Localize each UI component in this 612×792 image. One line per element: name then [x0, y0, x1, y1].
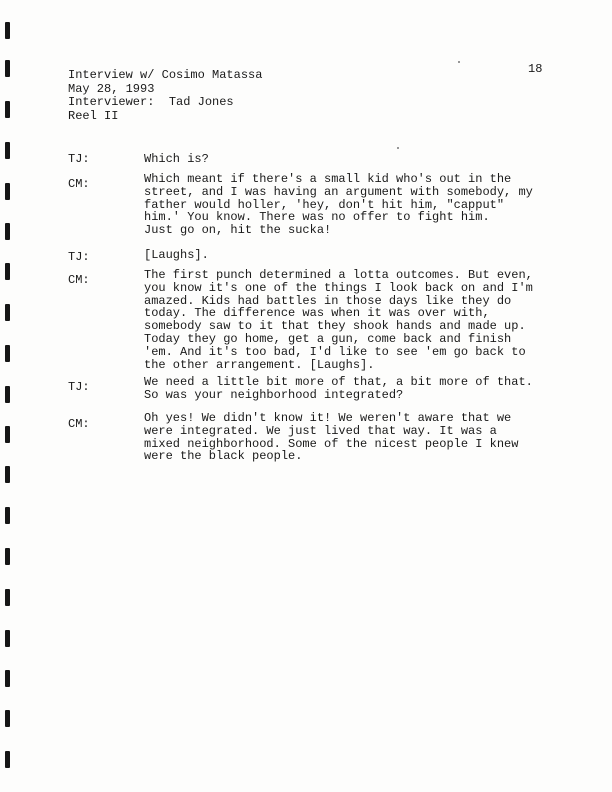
interview-title: Interview w/ Cosimo Matassa	[68, 68, 263, 82]
binding-mark	[5, 223, 10, 240]
binding-mark	[5, 710, 10, 727]
speech-text: Which meant if there's a small kid who's out in the street, and I was having an argument with somebody, my father would holler, 'hey, don't hit him, "capput" him.' You know. There was no offer to fight him. Just go on, hit the sucka!	[144, 172, 533, 238]
speech-text: The first punch determined a lotta outcomes. But even, you know it's one of the things I look back on and I'm amazed. Kids had battles in those days like they do today. The difference was when it was over with, somebody saw to it that they shook hands and made up. Today they go home, get a gun, come back and finish 'em. And it's too bad, I'd like to see 'em go back to the other arrangement. [Laughs].	[144, 268, 533, 372]
speaker-label: CM:	[68, 177, 90, 191]
binding-mark	[5, 60, 10, 77]
page-number: 18	[528, 62, 543, 76]
speaker-label: CM:	[68, 273, 90, 287]
binding-mark	[5, 426, 10, 443]
speech-text: We need a little bit more of that, a bit more of that. So was your neighborhood integrated?	[144, 375, 533, 402]
interviewer-line: Interviewer: Tad Jones	[68, 95, 234, 109]
binding-mark	[5, 630, 10, 647]
speaker-label: TJ:	[68, 380, 90, 394]
speech-text: [Laughs].	[144, 248, 209, 262]
speech-text: Oh yes! We didn't know it! We weren't aware that we were integrated. We just lived that way. It was a mixed neighborhood. Some of the nicest people I knew were the black people.	[144, 411, 519, 464]
binding-mark	[5, 670, 10, 687]
speaker-label: TJ:	[68, 250, 90, 264]
interview-date: May 28, 1993	[68, 81, 155, 96]
binding-mark	[5, 304, 10, 321]
binding-mark	[5, 22, 10, 39]
binding-mark	[5, 751, 10, 768]
speaker-label: CM:	[68, 417, 90, 431]
binding-mark	[5, 589, 10, 606]
scan-speck	[458, 61, 460, 63]
transcript-header	[68, 69, 262, 123]
speech-text: Which is?	[144, 152, 209, 166]
binding-mark	[5, 101, 10, 118]
reel-label: Reel II	[68, 108, 119, 123]
binding-mark	[5, 466, 10, 483]
binding-mark	[5, 345, 10, 362]
binding-mark	[5, 142, 10, 159]
speaker-label: TJ:	[68, 152, 90, 166]
binding-mark	[5, 263, 10, 280]
binding-mark	[5, 548, 10, 565]
binding-mark	[5, 386, 10, 403]
scan-speck	[397, 147, 399, 149]
binding-mark	[5, 183, 10, 200]
binding-mark	[5, 507, 10, 524]
